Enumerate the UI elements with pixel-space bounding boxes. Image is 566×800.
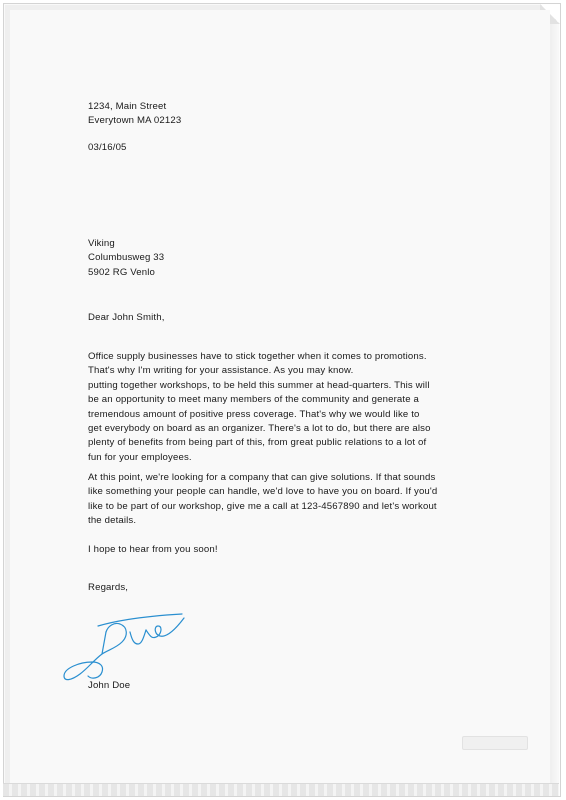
- folder-logo-emboss: [462, 736, 528, 750]
- recipient-street: Columbusweg 33: [88, 252, 165, 264]
- recipient-name: Viking: [88, 238, 115, 249]
- paragraph-3: [88, 543, 218, 557]
- paragraph-line: tremendous amount of positive press coverage. That's why we would like to: [88, 408, 420, 420]
- paragraph-line: At this point, we're looking for a company that can give solutions. If that sounds: [88, 472, 436, 483]
- closing-text: Regards,: [88, 582, 129, 593]
- sender-address-line1: 1234, Main Street: [88, 101, 167, 112]
- sender-address: [88, 100, 181, 129]
- signature-strokes: [64, 614, 184, 680]
- paragraph-1: [88, 350, 431, 465]
- folder-bottom-strip: [3, 783, 559, 796]
- letter-date: [88, 141, 127, 155]
- paragraph-line: I hope to hear from you soon!: [88, 544, 218, 555]
- greeting-text: Dear John Smith,: [88, 312, 165, 323]
- recipient-address: [88, 237, 164, 280]
- paragraph-line: like to be part of our workshop, give me a call at 123-4567890 and let's workout: [88, 500, 437, 512]
- paragraph-line: like something your people can handle, we'd love to have you on board. If you'd: [88, 486, 438, 498]
- paragraph-line: putting together workshops, to be held this summer at head-quarters. This will: [88, 379, 430, 391]
- greeting: [88, 311, 165, 325]
- paragraph-2: [88, 471, 437, 529]
- closing: [88, 581, 128, 595]
- paragraph-line: fun for your employees.: [88, 451, 192, 463]
- paragraph-line: the details.: [88, 515, 137, 527]
- recipient-city: 5902 RG Venlo: [88, 266, 156, 278]
- sender-address-line2: Everytown MA 02123: [88, 115, 182, 127]
- folder-edge: [550, 4, 560, 796]
- paragraph-line: That's why I'm writing for your assistance. As you may know.: [88, 365, 354, 377]
- paragraph-line: Office supply businesses have to stick together when it comes to promotions.: [88, 351, 427, 362]
- signer-name-text: John Doe: [88, 680, 131, 691]
- paragraph-line: be an opportunity to meet many members of the community and generate a: [88, 394, 420, 406]
- paragraph-line: get everybody on board as an organizer. There's a lot to do, but there are also: [88, 423, 431, 435]
- date-text: 03/16/05: [88, 142, 127, 153]
- paragraph-line: plenty of benefits from being part of this, from great public relations to a lot of: [88, 437, 427, 449]
- handwritten-signature: [58, 596, 188, 692]
